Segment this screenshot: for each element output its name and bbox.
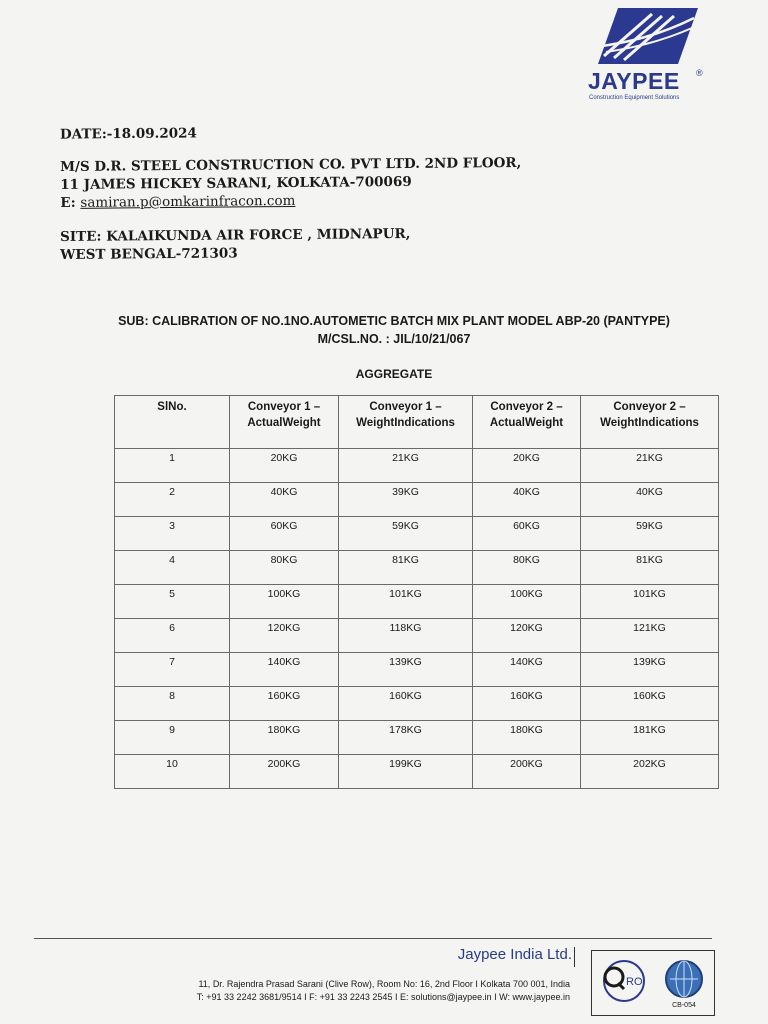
header-conveyor2-actual: Conveyor 2 – ActualWeight xyxy=(473,396,581,449)
addressee-block xyxy=(60,154,522,212)
table-cell: 7 xyxy=(115,653,230,687)
table-cell: 3 xyxy=(115,517,230,551)
footer-contact: T: +91 33 2242 3681/9514 I F: +91 33 2243 2545 I E: solutions@jaypee.in I W: www.jaypee.in xyxy=(196,992,570,1002)
table-cell: 180KG xyxy=(230,721,339,755)
table-cell: 39KG xyxy=(339,483,473,517)
table-cell: 101KG xyxy=(339,585,473,619)
table-cell: 100KG xyxy=(230,585,339,619)
table-cell: 139KG xyxy=(581,653,719,687)
table-cell: 202KG xyxy=(581,755,719,789)
addressee-email-line xyxy=(60,190,521,212)
table-cell: 4 xyxy=(115,551,230,585)
brand-tagline: Construction Equipment Solutions xyxy=(589,95,680,101)
table-row xyxy=(115,517,719,551)
table-cell: 20KG xyxy=(230,449,339,483)
table-cell: 10 xyxy=(115,755,230,789)
table-cell: 6 xyxy=(115,619,230,653)
table-cell: 178KG xyxy=(339,721,473,755)
table-cell: 199KG xyxy=(339,755,473,789)
calibration-table xyxy=(114,395,719,789)
table-cell: 139KG xyxy=(339,653,473,687)
subject-block xyxy=(60,312,728,348)
table-cell: 140KG xyxy=(230,653,339,687)
header-slno: SlNo. xyxy=(115,396,230,449)
addressee-line-2: 11 JAMES HICKEY SARANI, KOLKATA-700069 xyxy=(60,173,412,193)
jaypee-logo xyxy=(586,6,716,102)
table-cell: 20KG xyxy=(473,449,581,483)
table-cell: 81KG xyxy=(581,551,719,585)
addressee-line-1: M/S D.R. STEEL CONSTRUCTION CO. PVT LTD. 2ND FLOOR, xyxy=(60,154,522,175)
table-cell: 40KG xyxy=(473,483,581,517)
table-cell: 120KG xyxy=(230,619,339,653)
header-conveyor1-actual: Conveyor 1 – ActualWeight xyxy=(230,396,339,449)
table-cell: 160KG xyxy=(581,687,719,721)
table-row xyxy=(115,755,719,789)
table-cell: 101KG xyxy=(581,585,719,619)
site-block xyxy=(60,225,411,264)
table-cell: 60KG xyxy=(473,517,581,551)
table-cell: 200KG xyxy=(230,755,339,789)
table-cell: 21KG xyxy=(339,449,473,483)
table-cell: 2 xyxy=(115,483,230,517)
table-row xyxy=(115,483,719,517)
table-cell: 81KG xyxy=(339,551,473,585)
table-cell: 40KG xyxy=(230,483,339,517)
table-cell: 160KG xyxy=(230,687,339,721)
table-cell: 9 xyxy=(115,721,230,755)
jaypee-mark-icon xyxy=(598,6,698,66)
table-cell: 180KG xyxy=(473,721,581,755)
table-cell: 1 xyxy=(115,449,230,483)
footer-company-bar xyxy=(574,947,575,967)
table-cell: 100KG xyxy=(473,585,581,619)
table-cell: 160KG xyxy=(339,687,473,721)
table-cell: 59KG xyxy=(581,517,719,551)
subject-line-2: M/CSL.NO. : JIL/10/21/067 xyxy=(317,332,471,346)
table-body xyxy=(115,449,719,789)
table-cell: 181KG xyxy=(581,721,719,755)
table-cell: 118KG xyxy=(339,619,473,653)
table-row xyxy=(115,551,719,585)
table-title: AGGREGATE xyxy=(355,367,433,381)
table-row xyxy=(115,585,719,619)
registered-mark: ® xyxy=(696,68,703,78)
table-cell: 121KG xyxy=(581,619,719,653)
footer-company-name: Jaypee India Ltd. xyxy=(457,946,572,963)
table-row xyxy=(115,687,719,721)
table-cell: 140KG xyxy=(473,653,581,687)
email-label: E: xyxy=(60,194,81,211)
table-row xyxy=(115,721,719,755)
table-cell: 80KG xyxy=(230,551,339,585)
table-cell: 60KG xyxy=(230,517,339,551)
site-line-2: WEST BENGAL-721303 xyxy=(60,245,238,263)
brand-name: JAYPEE xyxy=(588,68,680,94)
table-row xyxy=(115,449,719,483)
table-header-row xyxy=(115,396,719,449)
table-cell: 59KG xyxy=(339,517,473,551)
table-cell: 200KG xyxy=(473,755,581,789)
table-cell: 80KG xyxy=(473,551,581,585)
table-cell: 40KG xyxy=(581,483,719,517)
table-cell: 120KG xyxy=(473,619,581,653)
cert1-text: RO xyxy=(626,976,643,988)
table-row xyxy=(115,653,719,687)
cert2-text: CB-054 xyxy=(672,1002,696,1009)
subject-line-1: SUB: CALIBRATION OF NO.1NO.AUTOMETIC BATCH MIX PLANT MODEL ABP-20 (PANTYPE) xyxy=(118,314,670,328)
site-line-1: SITE: KALAIKUNDA AIR FORCE , MIDNAPUR, xyxy=(60,225,411,245)
footer-address: 11, Dr. Rajendra Prasad Sarani (Clive Row), Room No: 16, 2nd Floor I Kolkata 700 001, India xyxy=(198,979,570,989)
table-cell: 160KG xyxy=(473,687,581,721)
table-cell: 8 xyxy=(115,687,230,721)
addressee-email-link[interactable]: samiran.p@omkarinfracon.com xyxy=(80,192,296,211)
footer-divider xyxy=(34,938,712,939)
certification-logos xyxy=(591,950,715,1016)
letter-date: DATE:-18.09.2024 xyxy=(59,125,197,143)
qro-cert-icon xyxy=(596,955,652,1011)
header-conveyor2-indication: Conveyor 2 – WeightIndications xyxy=(581,396,719,449)
footer-address-block xyxy=(197,978,570,1004)
globe-cert-icon xyxy=(656,955,712,1011)
table-row xyxy=(115,619,719,653)
table-cell: 5 xyxy=(115,585,230,619)
table-cell: 21KG xyxy=(581,449,719,483)
header-conveyor1-indication: Conveyor 1 – WeightIndications xyxy=(339,396,473,449)
